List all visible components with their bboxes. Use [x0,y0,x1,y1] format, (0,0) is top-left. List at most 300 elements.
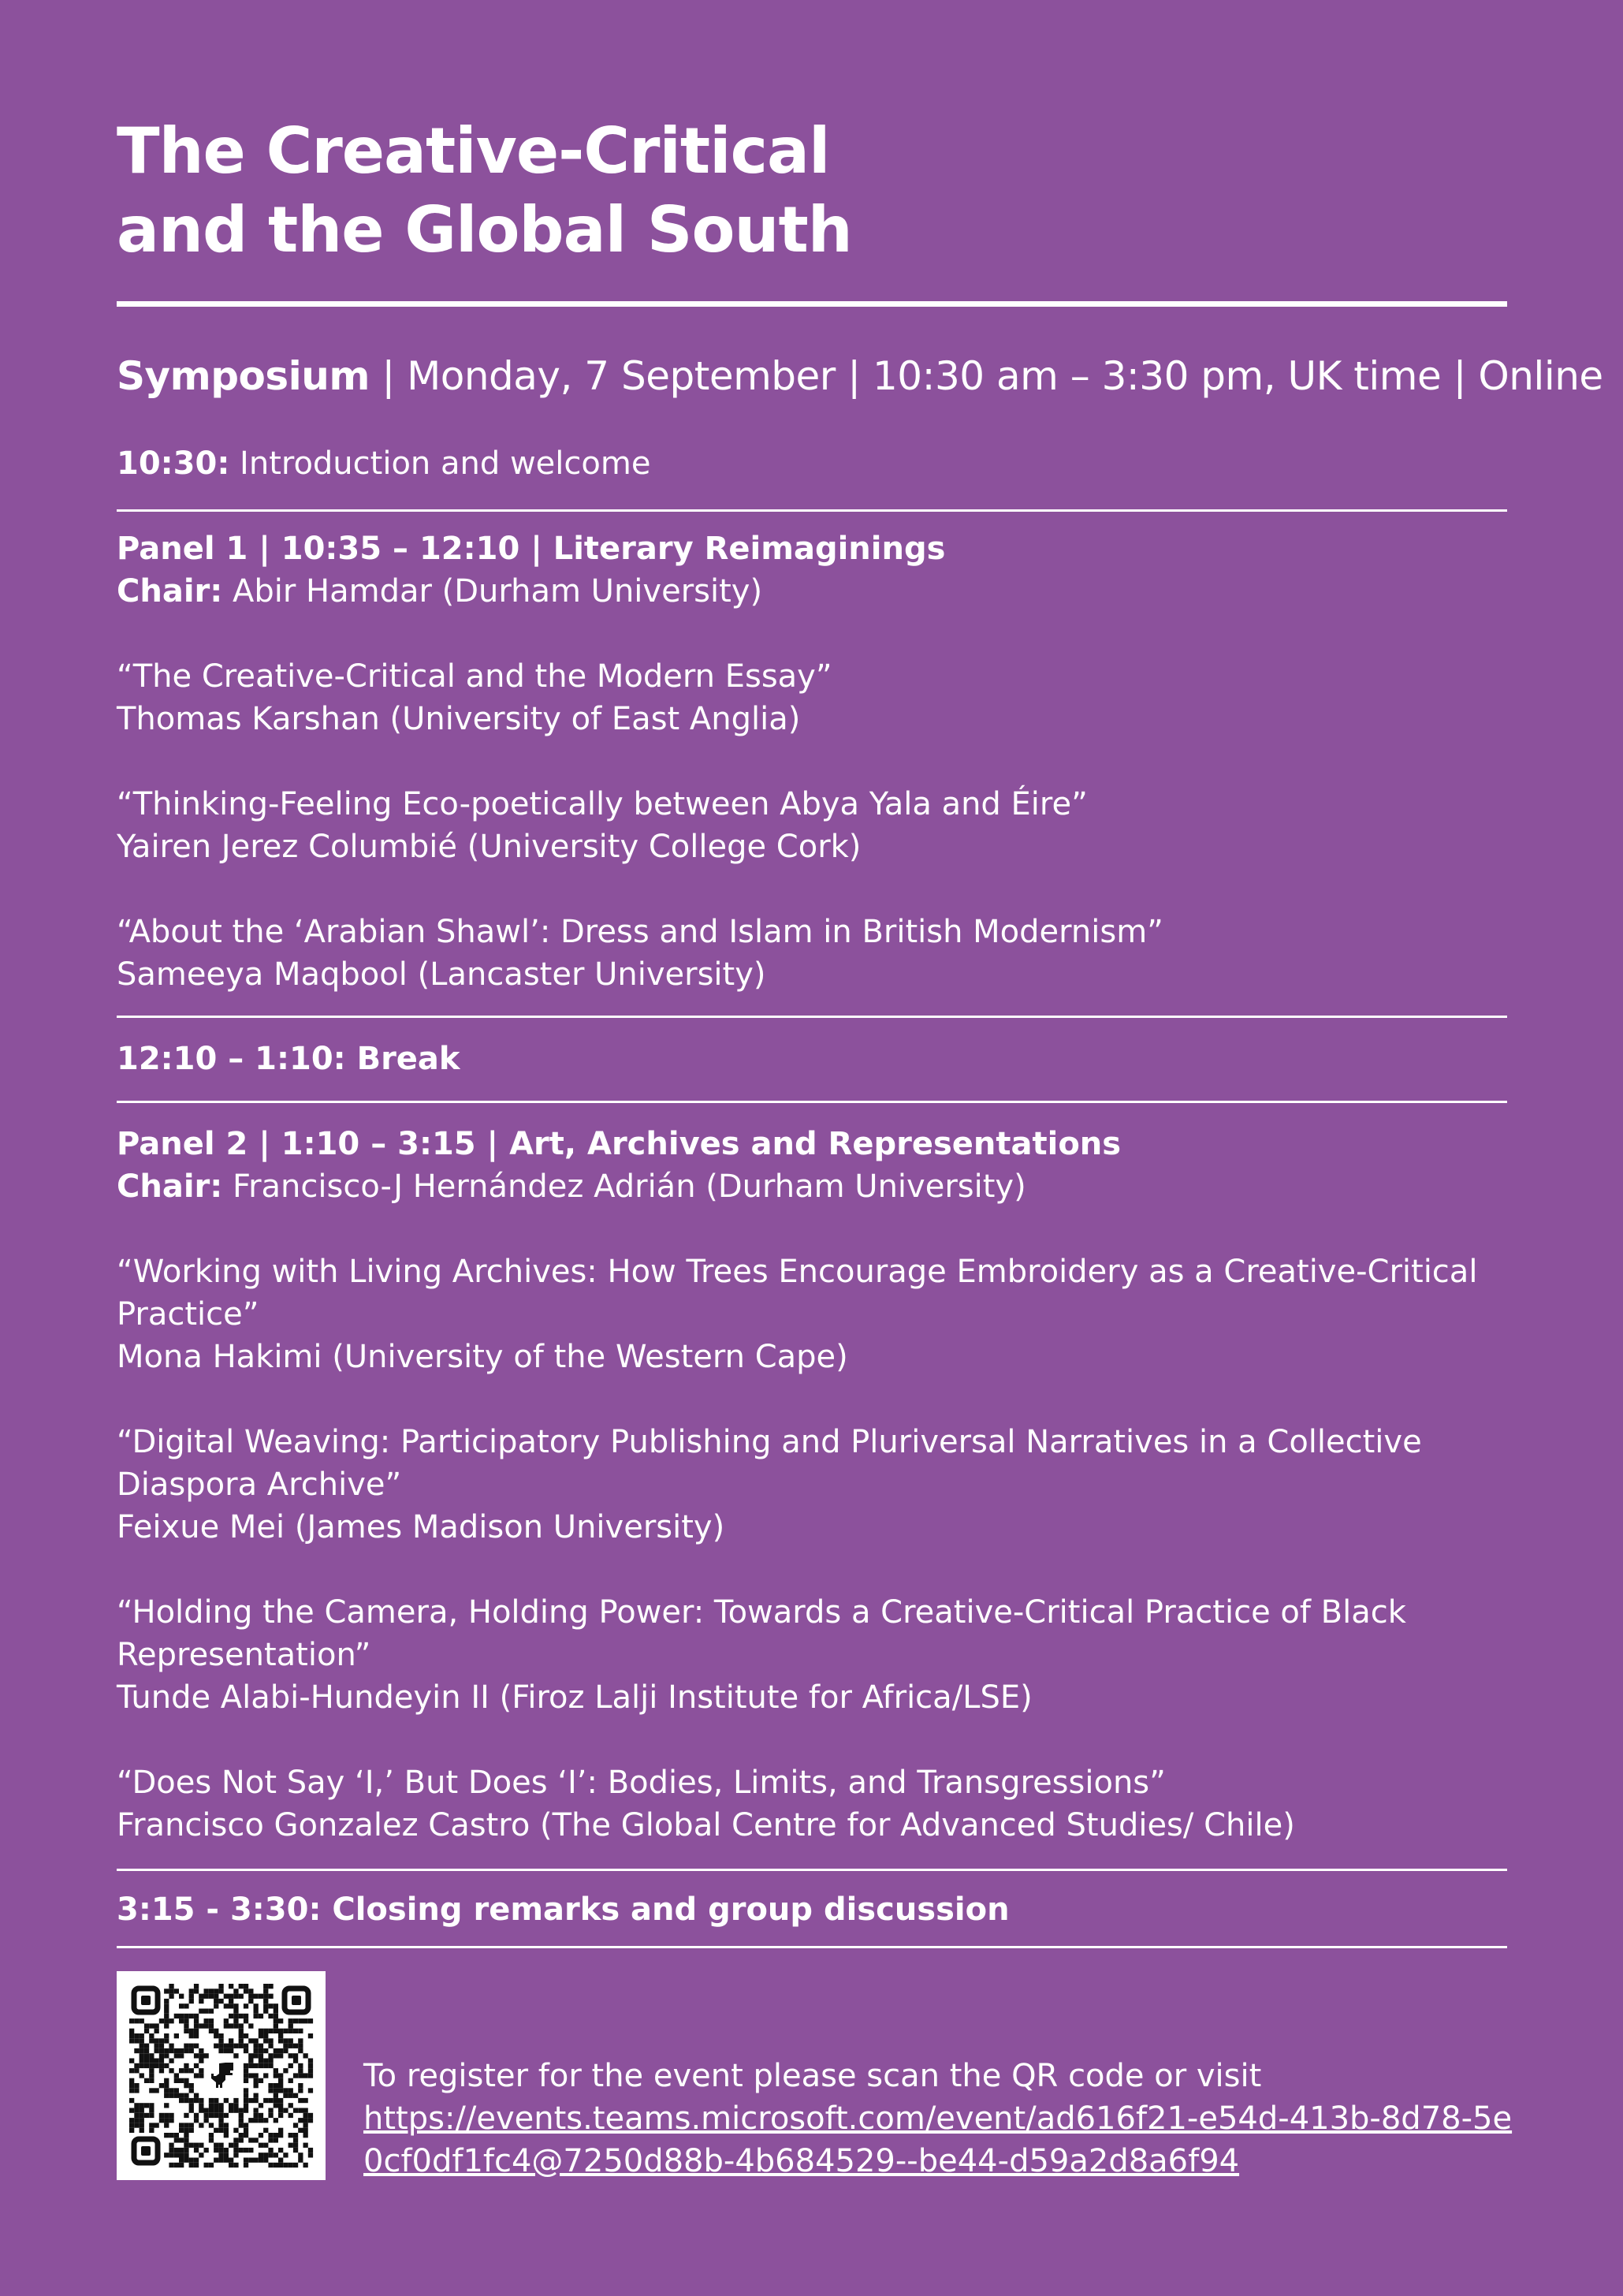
qr-module [159,2068,164,2073]
qr-module [134,2018,139,2023]
qr-module [233,2014,238,2018]
qr-module [194,2143,199,2148]
qr-module [204,2018,209,2023]
qr-module [259,2063,263,2068]
title-line-1: The Creative-Critical [117,114,830,188]
qr-module [159,2083,164,2088]
qr-module [248,1994,253,1999]
qr-module [224,2148,229,2152]
qr-module [274,2083,278,2088]
qr-module [218,2033,223,2038]
qr-module [159,2038,164,2043]
qr-module [278,2098,283,2103]
qr-module [209,2113,214,2118]
qr-module [134,2083,139,2088]
qr-module [204,2053,209,2058]
qr-module [179,2078,184,2083]
qr-module [184,2003,188,2008]
qr-module [278,2148,283,2152]
qr-module [239,2014,244,2018]
qr-module [274,2138,278,2142]
qr-module [293,2053,298,2058]
qr-module [164,2083,169,2088]
qr-module [308,2063,313,2068]
qr-module [169,2152,173,2157]
qr-module [274,2048,278,2053]
qr-module [140,2059,144,2063]
qr-module [159,2059,164,2063]
qr-module [263,2059,268,2063]
qr-module [244,2158,248,2163]
qr-module [233,2152,238,2157]
qr-module [189,2029,194,2033]
qr-module [244,2088,248,2093]
qr-module [174,2138,179,2142]
talk-title: “About the ‘Arabian Shawl’: Dress and Islam in British Modernism” [117,914,1163,950]
qr-module [244,2068,248,2073]
qr-module [293,2123,298,2127]
qr-module [288,2088,293,2093]
qr-module [179,2053,184,2058]
qr-module [169,2048,173,2053]
qr-module [278,2048,283,2053]
qr-module [298,2068,303,2073]
register-info [363,2055,1514,2182]
qr-module [239,1994,244,1999]
qr-module [244,2098,248,2103]
qr-module [233,2143,238,2148]
register-link[interactable]: https://events.teams.microsoft.com/event/ad616f21-e54d-413b-8d78-5e0cf0df1fc4@7250d88b-4b684529--be44-d59a2d8a6f94 [363,2100,1513,2179]
qr-module [233,2163,238,2167]
qr-module [303,2163,308,2167]
qr-module [184,2068,188,2073]
qr-module [169,2044,173,2048]
qr-module [209,2108,214,2113]
qr-module [244,1988,248,1993]
qr-module [129,2033,134,2038]
qr-module [154,2029,159,2033]
qr-module [204,2163,209,2167]
qr-module [233,2128,238,2133]
qr-module [278,2108,283,2113]
qr-module [268,2148,273,2152]
qr-module [254,2158,259,2163]
qr-module [274,2098,278,2103]
closing-row [117,1888,1520,1931]
qr-module [283,2029,288,2033]
qr-module [140,2128,144,2133]
qr-module [254,2009,259,2014]
qr-module [278,2053,283,2058]
qr-module [274,2023,278,2028]
qr-module [263,1988,268,1993]
qr-module [174,2088,179,2093]
qr-module [233,2009,238,2014]
qr-module [129,2088,134,2093]
qr-module [248,1999,253,2003]
qr-module [254,2003,259,2008]
qr-module [244,2148,248,2152]
qr-module [244,2133,248,2138]
talk-speaker: Sameeya Maqbool (Lancaster University) [117,956,766,993]
qr-module [259,2048,263,2053]
qr-module [140,2103,144,2108]
qr-module [268,2133,273,2138]
qr-module [224,2152,229,2157]
qr-module [199,2073,203,2078]
qr-module [154,2048,159,2053]
qr-module [164,2088,169,2093]
intro-time: 10:30: [117,445,230,482]
qr-module [179,2158,184,2163]
divider-4 [117,1869,1507,1871]
qr-module [293,2093,298,2098]
qr-module [268,2152,273,2157]
qr-module [209,2138,214,2142]
qr-module [274,2029,278,2033]
qr-module [239,2123,244,2127]
qr-module [174,2163,179,2167]
qr-module [303,2143,308,2148]
qr-module [303,2098,308,2103]
qr-module [288,2103,293,2108]
qr-module [254,2014,259,2018]
qr-module [239,2133,244,2138]
qr-module [218,1984,223,1988]
qr-module [129,2098,134,2103]
qr-module [308,2068,313,2073]
qr-module [263,2038,268,2043]
qr-module [274,2009,278,2014]
qr-module [214,2113,218,2118]
qr-module [293,2044,298,2048]
qr-module [184,2133,188,2138]
qr-module [259,2033,263,2038]
qr-module [154,2059,159,2063]
qr-module [278,2128,283,2133]
qr-module [134,2103,139,2108]
qr-module [268,2083,273,2088]
qr-module [254,2038,259,2043]
qr-module [164,1988,169,1993]
qr-code-icon[interactable] [117,1971,326,2180]
qr-module [263,2009,268,2014]
qr-module [149,2108,154,2113]
dinosaur-icon [205,2059,237,2092]
qr-module [184,2014,188,2018]
qr-module [224,2113,229,2118]
qr-module [239,2023,244,2028]
qr-module [204,2148,209,2152]
qr-module [159,2118,164,2123]
qr-module [278,2029,283,2033]
talk-speaker: Tunde Alabi-Hundeyin II (Firoz Lalji Institute for Africa/LSE) [117,1679,1033,1716]
qr-module [169,2113,173,2118]
qr-module [199,2023,203,2028]
panel-1 [117,527,1520,996]
qr-module [254,2063,259,2068]
qr-module [204,1988,209,1993]
qr-module [308,2059,313,2063]
qr-module [164,2133,169,2138]
qr-module [140,2018,144,2023]
qr-module [259,2118,263,2123]
qr-module [189,2143,194,2148]
qr-module [244,2003,248,2008]
qr-module [218,2103,223,2108]
qr-module [283,2163,288,2167]
qr-module [254,2044,259,2048]
qr-module [194,2073,199,2078]
qr-module [254,2073,259,2078]
qr-module [218,2128,223,2133]
divider-2 [117,1016,1507,1018]
qr-module [268,2003,273,2008]
qr-module [164,2033,169,2038]
qr-module [263,2003,268,2008]
qr-module [199,2048,203,2053]
qr-module [144,2048,149,2053]
qr-module [263,2118,268,2123]
qr-module [164,2118,169,2123]
qr-module [303,2053,308,2058]
qr-module [169,2133,173,2138]
qr-module [154,2088,159,2093]
qr-module [288,2029,293,2033]
qr-module [298,2098,303,2103]
qr-module [233,2003,238,2008]
qr-module [303,2118,308,2123]
qr-module [169,2059,173,2063]
qr-module [308,2073,313,2078]
qr-module [159,2044,164,2048]
qr-module [189,2014,194,2018]
qr-module [184,2138,188,2142]
qr-module [140,2038,144,2043]
qr-module [140,2033,144,2038]
qr-module [189,2033,194,2038]
qr-module [224,2158,229,2163]
panel-2-chair: Francisco-J Hernández Adrián (Durham University) [232,1168,1026,1205]
qr-module [144,2103,149,2108]
qr-module [224,2044,229,2048]
qr-module [214,1999,218,2003]
qr-module [224,2023,229,2028]
qr-module [298,2048,303,2053]
qr-module [194,2118,199,2123]
qr-module [278,2018,283,2023]
qr-module [248,2059,253,2063]
qr-module [244,2123,248,2127]
qr-module [149,2033,154,2038]
qr-module [278,2033,283,2038]
qr-module [244,2093,248,2098]
qr-module [174,2148,179,2152]
qr-module [248,2038,253,2043]
panel-1-chair: Abir Hamdar (Durham University) [232,573,763,609]
qr-module [274,2133,278,2138]
qr-module [288,2078,293,2083]
qr-module [189,2163,194,2167]
qr-module [179,2003,184,2008]
qr-module [144,2063,149,2068]
qr-module [199,1994,203,1999]
qr-module [184,2044,188,2048]
qr-module [149,2073,154,2078]
qr-module [199,2053,203,2058]
panel-2-chair-label: Chair: [117,1168,223,1205]
qr-module [199,2068,203,2073]
qr-module [229,2014,233,2018]
qr-module [214,1988,218,1993]
qr-module [184,2143,188,2148]
qr-module [293,2059,298,2063]
qr-module [214,2158,218,2163]
qr-module [274,2093,278,2098]
qr-module [233,1988,238,1993]
qr-module [184,2123,188,2127]
qr-module [149,2123,154,2127]
qr-module [274,2014,278,2018]
qr-module [259,2078,263,2083]
talk-speaker: Yairen Jerez Columbié (University College Cork) [117,829,862,865]
qr-module [283,2048,288,2053]
qr-module [229,2163,233,2167]
qr-module [179,2014,184,2018]
qr-module [179,2163,184,2167]
qr-module [184,2023,188,2028]
qr-module [214,2044,218,2048]
qr-module [263,2158,268,2163]
qr-module [263,2143,268,2148]
qr-module [244,2103,248,2108]
qr-module [194,2093,199,2098]
qr-module [283,2088,288,2093]
qr-module [149,2068,154,2073]
qr-module [218,2158,223,2163]
qr-module [209,2018,214,2023]
qr-module [268,1994,273,1999]
qr-module [169,2143,173,2148]
qr-module [204,2113,209,2118]
qr-module [209,2123,214,2127]
qr-module [268,2014,273,2018]
qr-module [229,2023,233,2028]
qr-module [263,2063,268,2068]
qr-module [254,2098,259,2103]
qr-module [308,2088,313,2093]
qr-module [244,2048,248,2053]
qr-module [189,1994,194,1999]
qr-module [184,2029,188,2033]
panel-1-chair-label: Chair: [117,573,223,609]
qr-module [274,2152,278,2157]
qr-module [144,2078,149,2083]
qr-module [268,2059,273,2063]
qr-module [164,2009,169,2014]
qr-module [169,2088,173,2093]
qr-module [218,2108,223,2113]
talk-speaker: Feixue Mei (James Madison University) [117,1509,725,1545]
qr-module [140,2053,144,2058]
qr-module [248,2138,253,2142]
qr-module [164,2113,169,2118]
qr-module [244,2063,248,2068]
qr-module [268,2138,273,2142]
qr-module [259,2143,263,2148]
event-type: Symposium [117,353,370,399]
qr-module [298,2158,303,2163]
register-text: To register for the event please scan the QR code or visit [363,2058,1262,2094]
qr-module [298,2083,303,2088]
qr-module [254,2048,259,2053]
qr-module [278,2158,283,2163]
qr-module [298,2073,303,2078]
qr-module [239,2108,244,2113]
qr-module [298,2018,303,2023]
panel-2-heading: Panel 2 | 1:10 – 3:15 | Art, Archives and Representations [117,1126,1122,1162]
qr-module [164,2018,169,2023]
qr-module [229,1984,233,1988]
qr-module [140,2113,144,2118]
qr-module [194,2113,199,2118]
qr-module [298,2088,303,2093]
qr-module [268,2088,273,2093]
qr-module [194,1988,199,1993]
qr-module [209,2133,214,2138]
intro-row [117,442,1520,485]
qr-module [134,2113,139,2118]
qr-module [179,2128,184,2133]
qr-module [164,2048,169,2053]
qr-module [209,2023,214,2028]
qr-module [174,1988,179,1993]
qr-module [229,2048,233,2053]
qr-module [288,2018,293,2023]
qr-module [268,2098,273,2103]
qr-module [199,2108,203,2113]
qr-module [179,2152,184,2157]
qr-module [233,2148,238,2152]
qr-module [144,2059,149,2063]
qr-module [169,1984,173,1988]
qr-module [214,2143,218,2148]
qr-module [274,2003,278,2008]
qr-module [174,2152,179,2157]
qr-module [134,2088,139,2093]
qr-module [214,2029,218,2033]
qr-module [189,2158,194,2163]
qr-module [244,2073,248,2078]
qr-module [159,2053,164,2058]
talk-title: “Working with Living Archives: How Trees Encourage Embroidery as a Creative-Critical Practice” [117,1254,1478,1332]
divider-1 [117,509,1507,512]
qr-module [303,2108,308,2113]
qr-module [129,2128,134,2133]
qr-module [164,2103,169,2108]
qr-module [149,2053,154,2058]
qr-module [288,2133,293,2138]
qr-module [134,2038,139,2043]
qr-module [194,2063,199,2068]
qr-module [169,2093,173,2098]
qr-module [263,2029,268,2033]
qr-module [268,2053,273,2058]
talk-title: “Holding the Camera, Holding Power: Towards a Creative-Critical Practice of Black Representation” [117,1594,1406,1673]
qr-module [224,2048,229,2053]
qr-module [239,1984,244,1988]
qr-module [278,2103,283,2108]
